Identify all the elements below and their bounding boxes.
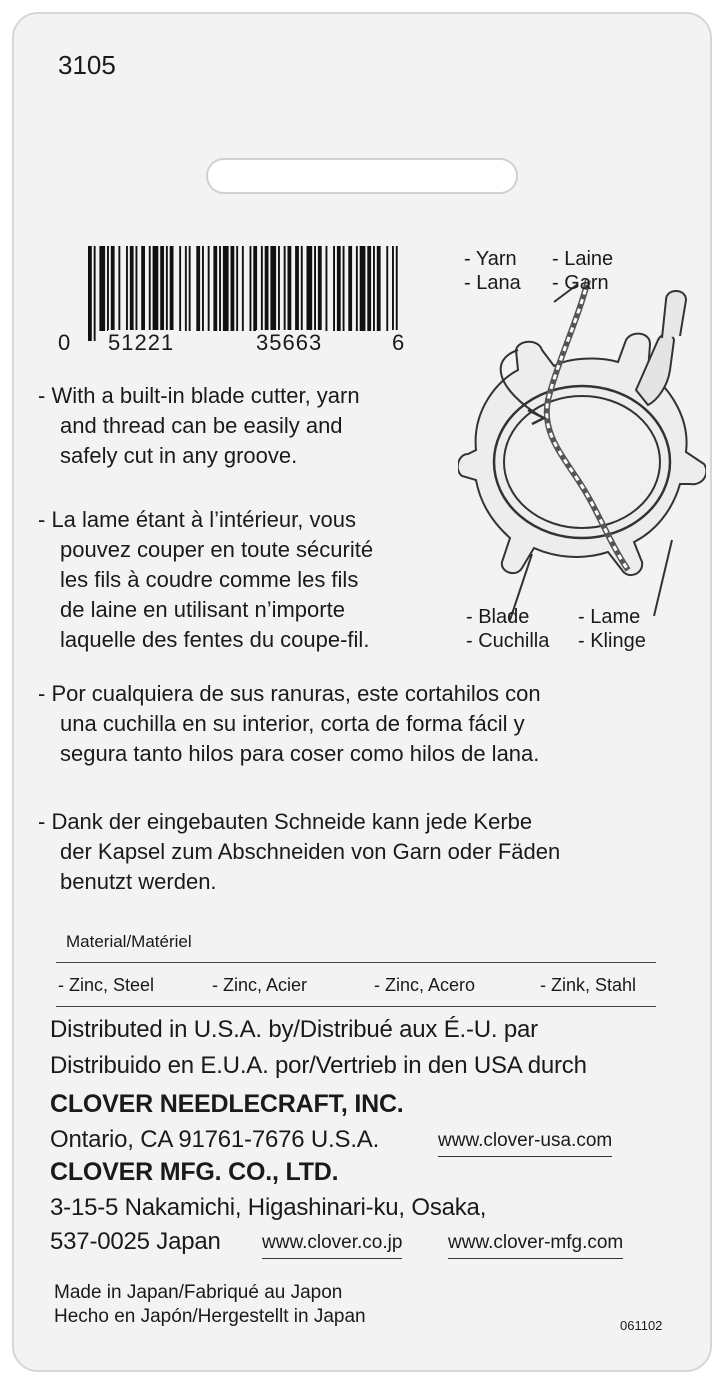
barcode-bar — [377, 246, 381, 331]
barcode-check-digit: 6 — [392, 330, 405, 355]
hang-hole — [206, 158, 518, 194]
barcode-bar — [141, 246, 145, 331]
barcode-bar — [288, 246, 292, 331]
barcode-bar — [136, 246, 138, 331]
label-blade-fr: - Lame — [578, 606, 641, 628]
barcode-bar — [242, 246, 244, 331]
barcode-bar — [185, 246, 187, 331]
description-de — [38, 807, 560, 897]
barcode-bar — [333, 246, 335, 331]
barcode-bar — [118, 246, 120, 331]
distributed-line-1: Distributed in U.S.A. by/Distribué aux É.-U. par — [50, 1016, 538, 1043]
barcode-bar — [130, 246, 134, 331]
material-en: - Zinc, Steel — [58, 975, 155, 995]
label-blade-de: - Klinge — [578, 630, 646, 652]
website-jp-link[interactable]: www.clover.co.jp — [262, 1232, 403, 1253]
description-fr — [38, 505, 373, 655]
divider — [56, 962, 656, 963]
label-yarn-fr: - Laine — [552, 248, 614, 270]
text-line: segura tanto hilos para coser como hilos de lana. — [60, 741, 540, 766]
origin-line-2: Hecho en Japón/Hergestellt in Japan — [54, 1306, 366, 1327]
barcode-group-2: 35663 — [256, 330, 323, 355]
company-us: CLOVER NEEDLECRAFT, INC. — [50, 1090, 404, 1118]
barcode — [88, 246, 398, 341]
barcode-bar — [326, 246, 328, 331]
barcode-bar — [236, 246, 238, 331]
barcode-bar — [356, 246, 358, 331]
barcode-bar — [189, 246, 191, 331]
barcode-bar — [360, 246, 366, 331]
barcode-bar — [261, 246, 263, 331]
barcode-bar — [307, 246, 313, 331]
website-us-link[interactable]: www.clover-usa.com — [438, 1130, 613, 1151]
barcode-bar — [284, 246, 286, 331]
barcode-bar — [337, 246, 341, 331]
barcode-bar — [179, 246, 181, 331]
label-yarn-en: - Yarn — [464, 248, 517, 270]
text-line: - Por cualquiera de sus ranuras, este cortahilos con — [38, 681, 541, 706]
text-line: - With a built-in blade cutter, yarn — [38, 383, 360, 408]
thread-cutter-diagram — [458, 240, 706, 660]
barcode-bar — [107, 246, 109, 331]
material-es: - Zinc, Acero — [374, 975, 476, 995]
barcode-bar — [153, 246, 159, 331]
barcode-bar — [386, 246, 388, 331]
barcode-bar — [343, 246, 345, 331]
barcode-bar — [208, 246, 210, 331]
origin-line-1: Made in Japan/Fabriqué au Japon — [54, 1282, 343, 1303]
label-blade-en: - Blade — [466, 606, 530, 628]
barcode-bar — [270, 246, 276, 331]
barcode-bar — [111, 246, 115, 331]
barcode-bar — [149, 246, 151, 331]
text-line: - Dank der eingebauten Schneide kann jede Kerbe — [38, 809, 533, 834]
label-yarn-de: - Garn — [552, 272, 609, 294]
text-line: laquelle des fentes du coupe-fil. — [60, 627, 370, 652]
text-line: der Kapsel zum Abschneiden von Garn oder Fäden — [60, 839, 561, 864]
thread-cutter-illustration — [458, 240, 706, 660]
company-jp: CLOVER MFG. CO., LTD. — [50, 1158, 339, 1186]
website-mfg-link[interactable]: www.clover-mfg.com — [448, 1232, 624, 1253]
text-line: safely cut in any groove. — [60, 443, 298, 468]
date-code: 061102 — [620, 1318, 663, 1333]
barcode-bar — [219, 246, 221, 331]
material-de: - Zink, Stahl — [540, 975, 637, 995]
label-blade-es: - Cuchilla — [466, 630, 550, 652]
text-line: de laine en utilisant n’importe — [60, 597, 345, 622]
barcode-first-digit: 0 — [58, 330, 71, 355]
barcode-bar — [94, 246, 96, 341]
barcode-bar — [213, 246, 217, 331]
barcode-bar — [373, 246, 375, 331]
barcode-bar — [253, 246, 257, 331]
barcode-bar — [396, 246, 398, 341]
text-line: and thread can be easily and — [60, 413, 343, 438]
distributed-line-2: Distribuido en E.U.A. por/Vertrieb in den USA durch — [50, 1052, 587, 1079]
barcode-bar — [160, 246, 164, 331]
barcode-bar — [301, 246, 303, 331]
barcode-bar — [99, 246, 105, 331]
barcode-bar — [278, 246, 280, 331]
text-line: pouvez couper en toute sécurité — [60, 537, 374, 562]
barcode-bar — [170, 246, 174, 331]
barcode-bar — [392, 246, 394, 341]
barcode-bar — [126, 246, 128, 331]
material-fr: - Zinc, Acier — [212, 975, 308, 995]
address-jp-line-2: 537-0025 Japan — [50, 1228, 221, 1255]
text-line: benutzt werden. — [60, 869, 217, 894]
barcode-bar — [314, 246, 316, 331]
divider — [56, 1006, 656, 1007]
text-line: les fils à coudre comme les fils — [60, 567, 359, 592]
product-code: 3105 — [58, 50, 116, 80]
address-us: Ontario, CA 91761-7676 U.S.A. — [50, 1126, 380, 1153]
address-jp-line-1: 3-15-5 Nakamichi, Higashinari-ku, Osaka, — [50, 1194, 487, 1221]
barcode-bar — [196, 246, 200, 331]
barcode-bar — [295, 246, 299, 331]
material-heading: Material/Matériel — [66, 932, 192, 951]
barcode-bar — [231, 246, 235, 331]
text-line: una cuchilla en su interior, corta de forma fácil y — [60, 711, 525, 736]
barcode-bar — [223, 246, 229, 331]
barcode-bar — [265, 246, 269, 331]
barcode-bar — [318, 246, 322, 331]
label-yarn-es: - Lana — [464, 272, 521, 294]
barcode-bar — [202, 246, 204, 331]
barcode-bar — [88, 246, 92, 341]
description-es — [38, 679, 541, 769]
description-en — [38, 381, 360, 471]
barcode-bar — [166, 246, 168, 331]
barcode-bar — [367, 246, 371, 331]
barcode-bar — [250, 246, 252, 331]
text-line: - La lame étant à l’intérieur, vous — [38, 507, 356, 532]
barcode-group-1: 51221 — [108, 330, 175, 355]
barcode-bar — [348, 246, 352, 331]
